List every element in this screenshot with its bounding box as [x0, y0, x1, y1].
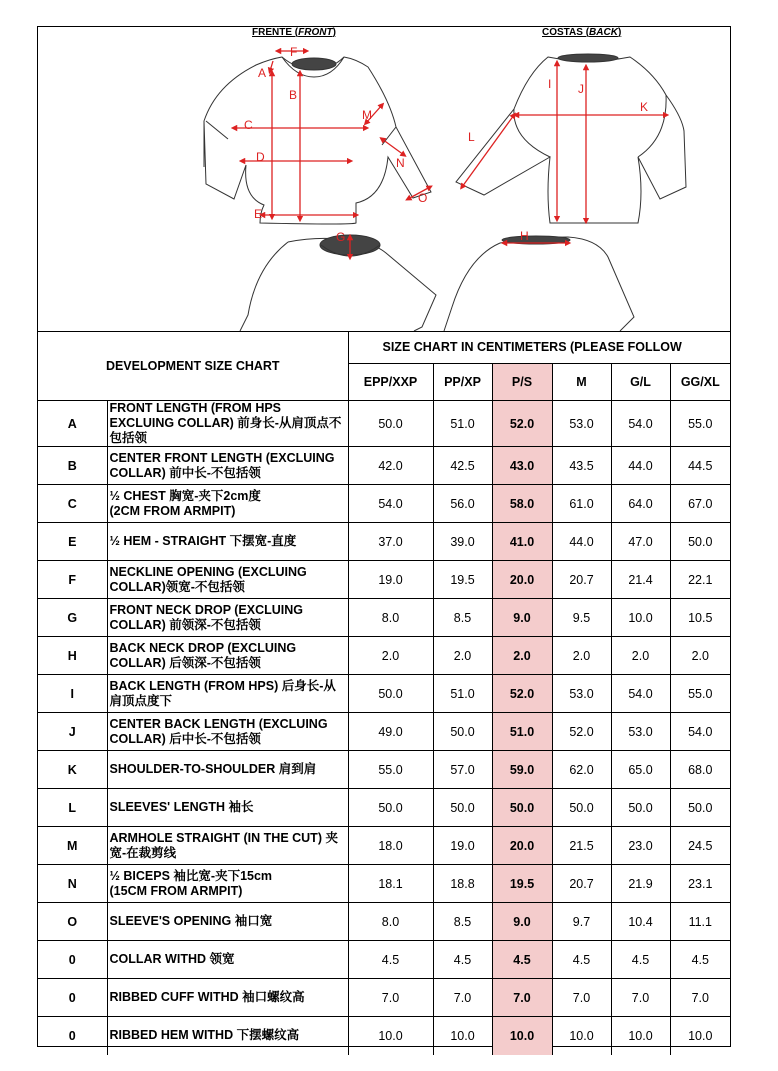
measurement-value: 2.0	[611, 637, 670, 675]
measurement-value: 20.0	[492, 827, 552, 865]
measurement-value: 19.5	[492, 865, 552, 903]
measurement-value: 65.0	[611, 751, 670, 789]
table-row	[38, 637, 730, 675]
measurement-value: 50.0	[611, 789, 670, 827]
marker-K: K	[640, 100, 649, 114]
measurement-value: 10.0	[492, 1017, 552, 1055]
measurement-rows	[38, 401, 730, 1055]
measurement-value: 10.0	[552, 1017, 611, 1055]
measurement-description: RIBBED HEM WITHD 下摆螺纹高	[107, 1017, 348, 1055]
measurement-value: 2.0	[492, 637, 552, 675]
table-row	[38, 447, 730, 485]
measurement-value: 7.0	[552, 979, 611, 1017]
measurement-code: H	[38, 637, 107, 675]
measurement-code: N	[38, 865, 107, 903]
measurement-code: E	[38, 523, 107, 561]
marker-C: C	[244, 118, 253, 132]
table-row	[38, 561, 730, 599]
measurement-value: 50.0	[433, 713, 492, 751]
measurement-value: 55.0	[348, 751, 433, 789]
measurement-code: 0	[38, 1017, 107, 1055]
size-header: G/L	[611, 364, 670, 401]
measurement-description: FRONT LENGTH (FROM HPS EXCLUING COLLAR) 前身长-从肩顶点不包括领	[107, 401, 348, 447]
measurement-value: 11.1	[670, 903, 730, 941]
measurement-code: G	[38, 599, 107, 637]
marker-M: M	[362, 108, 372, 122]
measurement-code: I	[38, 675, 107, 713]
measurement-value: 50.0	[348, 401, 433, 447]
measurement-value: 20.0	[492, 561, 552, 599]
measurement-value: 49.0	[348, 713, 433, 751]
measurement-description: SLEEVE'S OPENING 袖口宽	[107, 903, 348, 941]
marker-N: N	[396, 156, 405, 170]
measurement-value: 7.0	[670, 979, 730, 1017]
garment-diagram	[38, 27, 730, 332]
measurement-description: ½ HEM - STRAIGHT 下摆宽-直度	[107, 523, 348, 561]
measurement-value: 10.0	[670, 1017, 730, 1055]
measurement-value: 62.0	[552, 751, 611, 789]
table-row	[38, 789, 730, 827]
measurement-value: 67.0	[670, 485, 730, 523]
table-row	[38, 827, 730, 865]
measurement-value: 68.0	[670, 751, 730, 789]
measurement-description: COLLAR WITHD 领宽	[107, 941, 348, 979]
marker-B: B	[289, 88, 298, 102]
size-table	[38, 331, 730, 1055]
measurement-value: 61.0	[552, 485, 611, 523]
measurement-value: 42.5	[433, 447, 492, 485]
measurement-value: 18.8	[433, 865, 492, 903]
table-row	[38, 713, 730, 751]
measurement-value: 50.0	[348, 789, 433, 827]
marker-J: J	[578, 82, 584, 96]
measurement-value: 52.0	[492, 401, 552, 447]
measurement-value: 18.1	[348, 865, 433, 903]
measurement-value: 54.0	[611, 675, 670, 713]
back-garment-outline	[456, 54, 686, 223]
measurement-value: 54.0	[611, 401, 670, 447]
measurement-description: FRONT NECK DROP (EXCLUING COLLAR) 前领深-不包括领	[107, 599, 348, 637]
marker-I: I	[548, 77, 552, 91]
measurement-value: 7.0	[348, 979, 433, 1017]
measurement-code: L	[38, 789, 107, 827]
measurement-value: 55.0	[670, 675, 730, 713]
measurement-value: 7.0	[611, 979, 670, 1017]
marker-H: H	[520, 229, 529, 243]
measurement-value: 4.5	[611, 941, 670, 979]
table-row	[38, 401, 730, 447]
front-garment-outline	[204, 57, 431, 224]
measurement-value: 64.0	[611, 485, 670, 523]
measurement-value: 9.5	[552, 599, 611, 637]
measurement-value: 10.0	[611, 599, 670, 637]
measurement-value: 4.5	[492, 941, 552, 979]
measurement-value: 8.5	[433, 903, 492, 941]
size-header: PP/XP	[433, 364, 492, 401]
measurement-value: 53.0	[611, 713, 670, 751]
marker-L: L	[468, 130, 475, 144]
table-row	[38, 903, 730, 941]
measurement-code: J	[38, 713, 107, 751]
measurement-value: 4.5	[670, 941, 730, 979]
measurement-value: 9.0	[492, 599, 552, 637]
measurement-value: 21.5	[552, 827, 611, 865]
measurement-code: C	[38, 485, 107, 523]
table-row	[38, 751, 730, 789]
front-view-label: FRENTE (FRONT)	[252, 27, 336, 38]
table-row	[38, 523, 730, 561]
measurement-value: 57.0	[433, 751, 492, 789]
measurement-value: 47.0	[611, 523, 670, 561]
measurement-value: 21.9	[611, 865, 670, 903]
measurement-value: 9.0	[492, 903, 552, 941]
size-header: EPP/XXP	[348, 364, 433, 401]
measurement-value: 2.0	[670, 637, 730, 675]
measurement-description: RIBBED CUFF WITHD 袖口螺纹高	[107, 979, 348, 1017]
measurement-code: 0	[38, 941, 107, 979]
measurement-code: B	[38, 447, 107, 485]
measurement-value: 22.1	[670, 561, 730, 599]
measurement-description: BACK LENGTH (FROM HPS) 后身长-从肩顶点度下	[107, 675, 348, 713]
measurement-value: 8.5	[433, 599, 492, 637]
measurement-value: 10.5	[670, 599, 730, 637]
size-chart-sheet	[37, 26, 731, 1047]
marker-F: F	[290, 45, 298, 59]
table-row	[38, 979, 730, 1017]
measurement-value: 23.1	[670, 865, 730, 903]
measurement-value: 59.0	[492, 751, 552, 789]
measurement-value: 8.0	[348, 903, 433, 941]
measurement-value: 7.0	[433, 979, 492, 1017]
measurement-value: 58.0	[492, 485, 552, 523]
table-row	[38, 941, 730, 979]
measurement-description: BACK NECK DROP (EXCLUING COLLAR) 后领深-不包括领	[107, 637, 348, 675]
measurement-value: 54.0	[348, 485, 433, 523]
measurement-value: 20.7	[552, 561, 611, 599]
table-row	[38, 599, 730, 637]
table-row	[38, 1017, 730, 1055]
measurement-value: 53.0	[552, 675, 611, 713]
measurement-value: 50.0	[670, 789, 730, 827]
table-row	[38, 865, 730, 903]
measurement-value: 20.7	[552, 865, 611, 903]
marker-G: G	[336, 230, 346, 244]
measurement-description: ½ CHEST 胸宽-夹下2cm度 (2CM FROM ARMPIT)	[107, 485, 348, 523]
measurement-description: CENTER FRONT LENGTH (EXCLUING COLLAR) 前中长-不包括领	[107, 447, 348, 485]
measurement-value: 51.0	[492, 713, 552, 751]
measurement-value: 50.0	[552, 789, 611, 827]
measurement-value: 39.0	[433, 523, 492, 561]
measurement-code: F	[38, 561, 107, 599]
measurement-value: 7.0	[492, 979, 552, 1017]
measurement-description: NECKLINE OPENING (EXCLUING COLLAR)领宽-不包括领	[107, 561, 348, 599]
back-view-label: COSTAS (BACK)	[542, 27, 622, 38]
measurement-code: K	[38, 751, 107, 789]
front-neck-detail	[240, 235, 436, 331]
measurement-code: 0	[38, 979, 107, 1017]
measurement-description: SLEEVES' LENGTH 袖长	[107, 789, 348, 827]
measurement-value: 43.0	[492, 447, 552, 485]
table-row	[38, 675, 730, 713]
measurement-value: 10.4	[611, 903, 670, 941]
measurement-value: 10.0	[348, 1017, 433, 1055]
measurement-value: 50.0	[348, 675, 433, 713]
measurement-value: 55.0	[670, 401, 730, 447]
measurement-value: 51.0	[433, 675, 492, 713]
measurement-value: 4.5	[433, 941, 492, 979]
measurement-value: 52.0	[552, 713, 611, 751]
measurement-value: 19.5	[433, 561, 492, 599]
measurement-value: 44.0	[552, 523, 611, 561]
measurement-code: O	[38, 903, 107, 941]
measurement-value: 53.0	[552, 401, 611, 447]
size-header: GG/XL	[670, 364, 730, 401]
measurement-value: 43.5	[552, 447, 611, 485]
size-header: P/S	[492, 364, 552, 401]
back-neck-detail	[444, 236, 634, 331]
measurement-description: SHOULDER-TO-SHOULDER 肩到肩	[107, 751, 348, 789]
measurement-value: 42.0	[348, 447, 433, 485]
measurement-value: 2.0	[348, 637, 433, 675]
measurement-code: M	[38, 827, 107, 865]
measurement-value: 18.0	[348, 827, 433, 865]
measurement-description: ½ BICEPS 袖比宽-夹下15cm (15CM FROM ARMPIT)	[107, 865, 348, 903]
measurement-description: CENTER BACK LENGTH (EXCLUING COLLAR) 后中长-不包括领	[107, 713, 348, 751]
marker-E: E	[254, 207, 263, 221]
marker-O: O	[418, 191, 428, 205]
measurement-value: 2.0	[552, 637, 611, 675]
measurement-value: 2.0	[433, 637, 492, 675]
size-header: M	[552, 364, 611, 401]
table-row	[38, 485, 730, 523]
measurement-value: 24.5	[670, 827, 730, 865]
measurement-value: 10.0	[433, 1017, 492, 1055]
measurement-value: 19.0	[348, 561, 433, 599]
measurement-code: A	[38, 401, 107, 447]
measurement-value: 56.0	[433, 485, 492, 523]
measurement-value: 50.0	[492, 789, 552, 827]
measurement-description: ARMHOLE STRAIGHT (IN THE CUT) 夹宽-在裁剪线	[107, 827, 348, 865]
measurement-value: 41.0	[492, 523, 552, 561]
measurement-value: 10.0	[611, 1017, 670, 1055]
measurement-value: 51.0	[433, 401, 492, 447]
measurement-value: 4.5	[552, 941, 611, 979]
measurement-value: 50.0	[670, 523, 730, 561]
measurement-value: 19.0	[433, 827, 492, 865]
marker-A: A	[258, 66, 267, 80]
measurement-value: 44.0	[611, 447, 670, 485]
measurement-value: 52.0	[492, 675, 552, 713]
measurement-value: 37.0	[348, 523, 433, 561]
measurement-value: 23.0	[611, 827, 670, 865]
table-subtitle: SIZE CHART IN CENTIMETERS (PLEASE FOLLOW	[348, 331, 730, 364]
measurement-value: 9.7	[552, 903, 611, 941]
measurement-value: 44.5	[670, 447, 730, 485]
garment-sketch	[38, 27, 730, 331]
measurement-value: 21.4	[611, 561, 670, 599]
measurement-value: 4.5	[348, 941, 433, 979]
measurement-value: 8.0	[348, 599, 433, 637]
table-title: DEVELOPMENT SIZE CHART	[38, 331, 348, 401]
measurement-value: 54.0	[670, 713, 730, 751]
measurement-value: 50.0	[433, 789, 492, 827]
marker-D: D	[256, 150, 265, 164]
